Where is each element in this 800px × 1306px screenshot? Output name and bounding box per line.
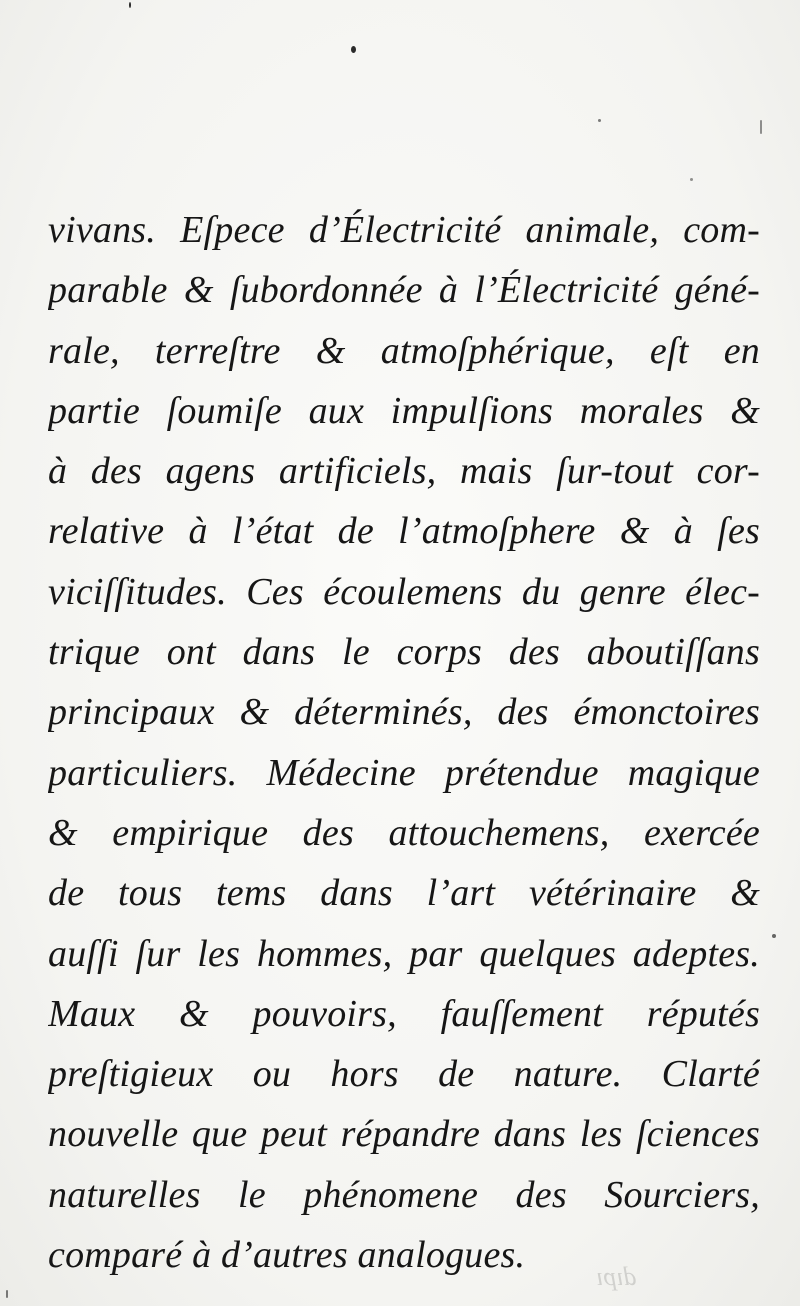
text-line: trique ont dans le corps des aboutiſſans (48, 631, 760, 674)
ink-speck (760, 120, 762, 134)
text-line-last: comparé à d’autres analogues. (48, 1234, 526, 1277)
text-line: particuliers. Médecine prétendue magique (48, 751, 760, 794)
ink-speck (598, 119, 601, 122)
text-line: auſſi ſur les hommes, par quelques adeptes. (48, 932, 760, 975)
text-line: rale, terreſtre & atmoſphérique, eſt en (48, 329, 760, 372)
text-line: & empirique des attouchemens, exercée (48, 811, 760, 854)
ink-speck (129, 2, 131, 8)
bleed-through-text: dıpı (596, 1262, 637, 1291)
text-line: viciſſitudes. Ces écoulemens du genre élec- (48, 570, 760, 613)
text-line: naturelles le phénomene des Sourciers, (48, 1173, 760, 1216)
text-line: à des agens artificiels, mais ſur-tout cor- (48, 450, 760, 493)
body-text (48, 200, 760, 1285)
text-line: preſtigieux ou hors de nature. Clarté (48, 1053, 760, 1096)
text-line: parable & ſubordonnée à l’Électricité géné- (48, 269, 760, 312)
text-line: de tous tems dans l’art vétérinaire & (48, 872, 760, 915)
ink-speck (690, 178, 693, 181)
text-line: principaux & déterminés, des émonctoires (48, 691, 760, 734)
ink-speck (6, 1290, 8, 1298)
text-line: Maux & pouvoirs, fauſſement réputés (48, 992, 760, 1035)
text-line: relative à l’état de l’atmoſphere & à ſes (48, 510, 760, 553)
text-line: nouvelle que peut répandre dans les ſciences (48, 1113, 760, 1156)
text-line: vivans. Eſpece d’Électricité animale, com- (48, 209, 760, 251)
text-line: partie ſoumiſe aux impulſions morales & (48, 389, 760, 432)
ink-speck (351, 46, 356, 53)
ink-speck (772, 934, 776, 938)
